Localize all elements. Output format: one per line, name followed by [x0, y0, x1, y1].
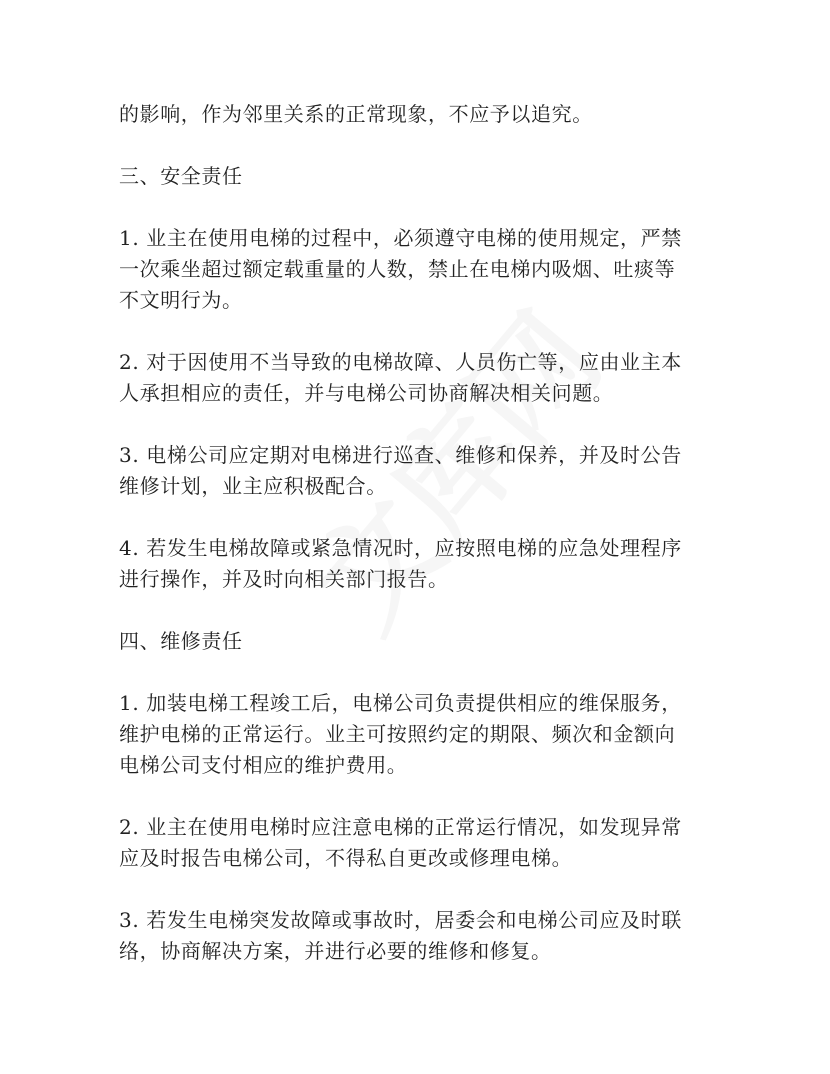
text-line: 4. 若发生电梯故障或紧急情况时，应按照电梯的应急处理程序 — [119, 536, 682, 560]
section-heading-maintenance: 四、维修责任 — [119, 629, 243, 653]
text-line: 应及时报告电梯公司，不得私自更改或修理电梯。 — [119, 846, 573, 870]
text-line: 一次乘坐超过额定载重量的人数，禁止在电梯内吸烟、吐痰等 — [119, 257, 676, 281]
text-line: 1. 加装电梯工程竣工后，电梯公司负责提供相应的维保服务， — [119, 691, 682, 715]
text-line: 不文明行为。 — [119, 288, 243, 312]
text-line: 进行操作，并及时向相关部门报告。 — [119, 567, 449, 591]
text-line: 2. 业主在使用电梯时应注意电梯的正常运行情况，如发现异常 — [119, 815, 682, 839]
text-line: 1. 业主在使用电梯的过程中，必须遵守电梯的使用规定，严禁 — [119, 226, 682, 250]
text-line: 3. 若发生电梯突发故障或事故时，居委会和电梯公司应及时联 — [119, 908, 682, 932]
text-line: 电梯公司支付相应的维护费用。 — [119, 753, 408, 777]
text-line: 的影响，作为邻里关系的正常现象，不应予以追究。 — [119, 102, 593, 126]
section-heading-safety: 三、安全责任 — [119, 164, 243, 188]
text-line: 维修计划，业主应积极配合。 — [119, 474, 387, 498]
text-line: 维护电梯的正常运行。业主可按照约定的期限、频次和金额向 — [119, 722, 676, 746]
text-line: 络，协商解决方案，并进行必要的维修和修复。 — [119, 939, 552, 963]
text-line: 2. 对于因使用不当导致的电梯故障、人员伤亡等，应由业主本 — [119, 350, 682, 374]
text-line: 3. 电梯公司应定期对电梯进行巡查、维修和保养，并及时公告 — [119, 443, 682, 467]
text-line: 人承担相应的责任，并与电梯公司协商解决相关问题。 — [119, 381, 614, 405]
